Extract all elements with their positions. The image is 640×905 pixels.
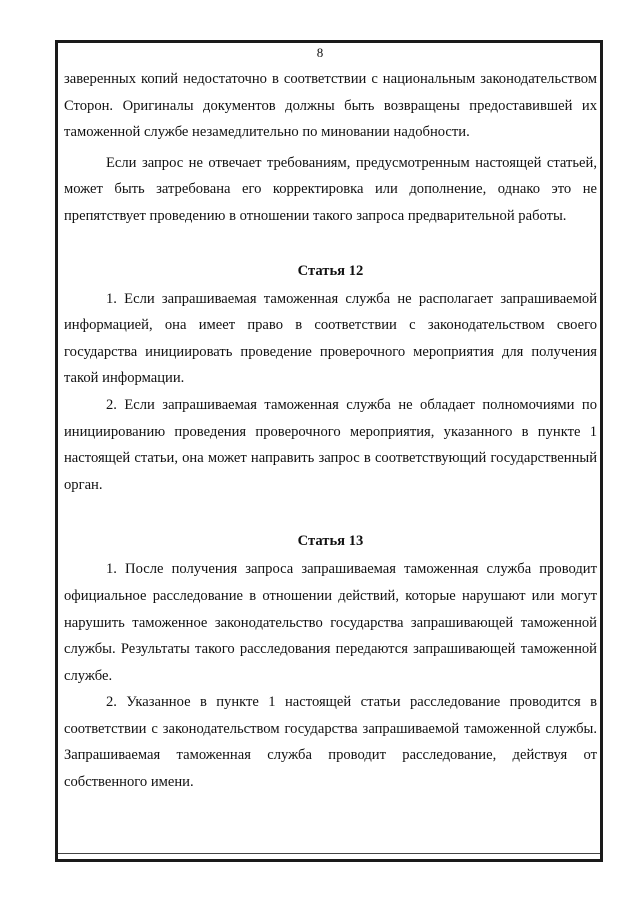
article-12-paragraph-1: 1. Если запрашиваемая таможенная служба не располагает запрашиваемой информацией, она имеет право в соответствии с законодательством своего государства инициировать проведение проверочного мероприятия для получения такой информации. bbox=[64, 290, 597, 387]
article-12-paragraph-2: 2. Если запрашиваемая таможенная служба не обладает полномочиями по инициированию проведения проверочного мероприятия, указанного в пункте 1 настоящей статьи, она может направить запрос в соответствующий государственный орган. bbox=[64, 396, 597, 493]
article-13-paragraph-1: 1. После получения запроса запрашиваемая таможенная служба проводит официальное расследование в отношении действий, которые нарушают или могут нарушить таможенное законодательство государства запрашивающей таможенной службы. Результаты такого расследования передаются запрашивающей таможенной службе. bbox=[64, 561, 597, 684]
page-number: 8 bbox=[316, 45, 324, 60]
document-body bbox=[64, 66, 597, 796]
paragraph-request-requirements: Если запрос не отвечает требованиям, предусмотренным настоящей статьей, может быть затребована его корректировка или дополнение, однако это не препятствует проведению в отношении такого запроса предварительной работы. bbox=[64, 154, 597, 224]
frame-bottom-rule bbox=[58, 853, 600, 854]
article-13-paragraph-2: 2. Указанное в пункте 1 настоящей статьи расследование проводится в соответствии с законодательством государства запрашиваемой таможенной службы. Запрашиваемая таможенная служба проводит расследование, действуя от собственного имени. bbox=[64, 694, 597, 791]
article-12-title: Статья 12 bbox=[297, 262, 364, 279]
paragraph-continued: заверенных копий недостаточно в соответствии с национальным законодательством Сторон. Оригиналы документов должны быть возвращены предоставившей их таможенной службе незамедлительно по миновании надобности. bbox=[64, 71, 597, 141]
article-13-title: Статья 13 bbox=[297, 533, 364, 550]
